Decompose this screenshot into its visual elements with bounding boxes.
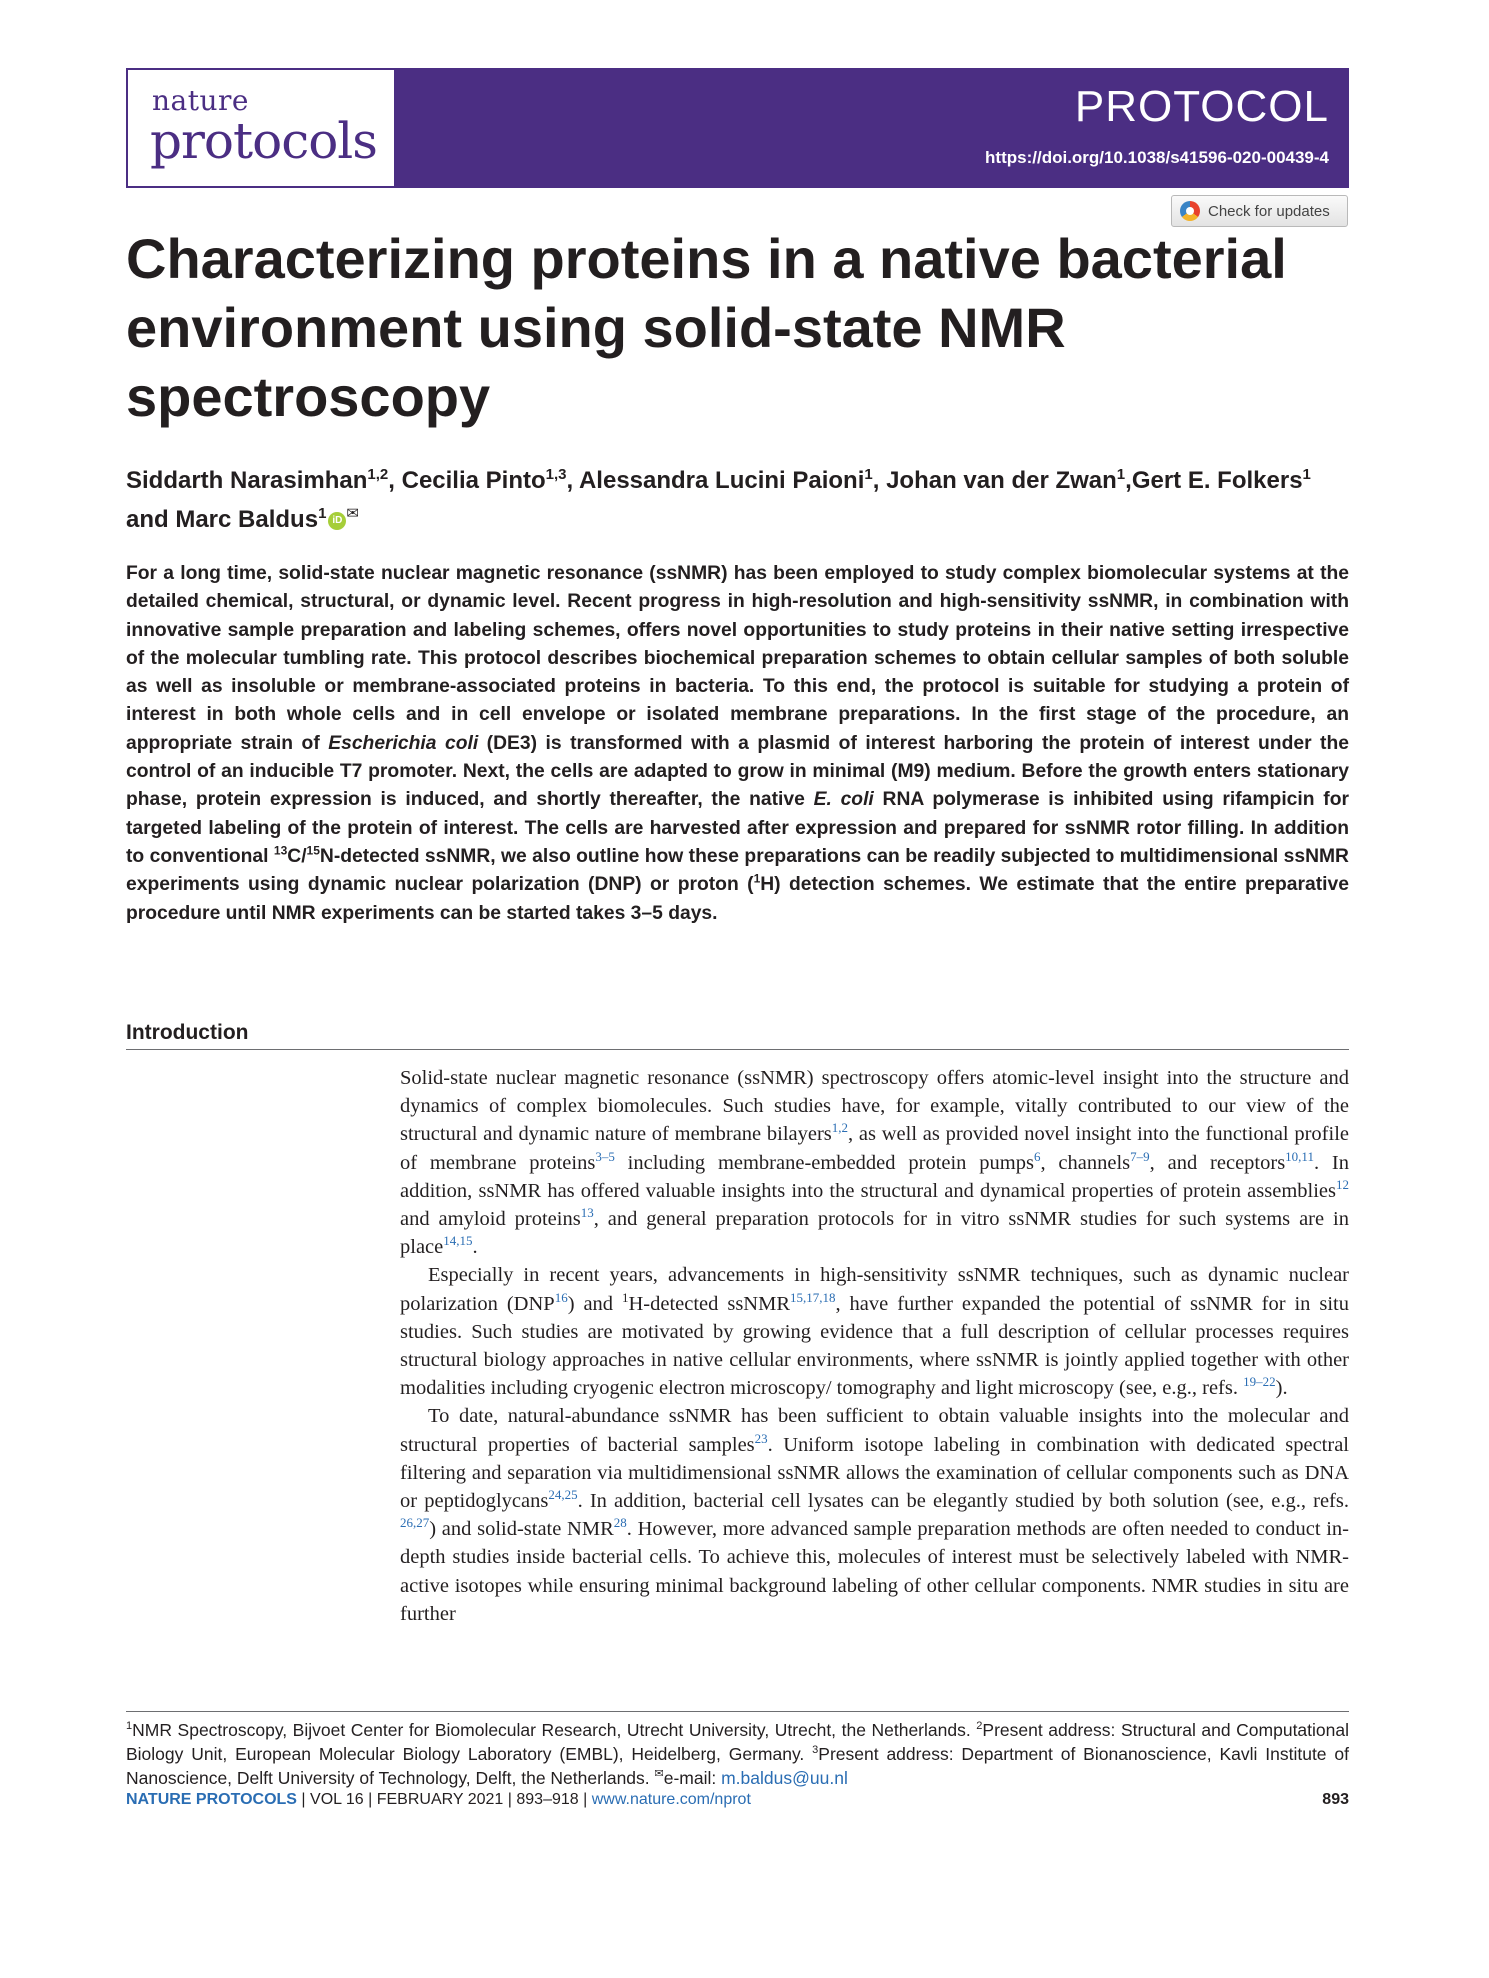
footer-date: FEBRUARY 2021 xyxy=(376,1791,504,1808)
author-affiliation: 1 xyxy=(864,466,873,483)
citation-link[interactable]: 26,27 xyxy=(400,1515,430,1531)
footer-journal-name[interactable]: NATURE PROTOCOLS xyxy=(126,1791,297,1808)
citation-link[interactable]: 13 xyxy=(580,1205,594,1221)
superscript: ✉ xyxy=(654,1768,664,1781)
citation-link[interactable]: 19–22 xyxy=(1243,1374,1276,1390)
superscript: 13 xyxy=(273,843,288,858)
citation-link[interactable]: 24,25 xyxy=(548,1487,578,1503)
superscript: 3 xyxy=(812,1744,819,1757)
body-paragraph: To date, natural-abundance ssNMR has been sufficient to obtain valuable insights into the molecular and structural properties of bacterial samples$^{23}$. Uniform isotope labeling in combination with dedicated spectral filtering and separation via multidimensional ssNMR allows the examination of cellular components such as DNA or peptidoglycans$^{24,25}$. In addition, bacterial cell lysates can be elegantly studied by both solution (see, e.g., refs. $^{26,27}$) and solid-state NMR$^{28}$. However, more advanced sample preparation methods are often needed to conduct in-depth studies inside bacterial cells. To achieve this, molecules of interest must be selectively labeled with NMR-active isotopes while ensuring minimal background labeling of other cellular components. NMR studies in situ are further xyxy=(400,1405,1349,1625)
footer-separator: | xyxy=(578,1791,592,1808)
page-number: 893 xyxy=(1322,1791,1349,1808)
article-title: Characterizing proteins in a native bacterial environment using solid-state NMR spectroscopy xyxy=(126,227,1287,428)
doi-link[interactable]: https://doi.org/10.1038/s41596-020-00439-4 xyxy=(985,148,1329,167)
superscript: 2 xyxy=(976,1720,983,1733)
author-affiliation: 1,3 xyxy=(545,466,567,483)
citation-link[interactable]: 14,15 xyxy=(443,1233,473,1249)
check-for-updates-button[interactable] xyxy=(1171,195,1348,227)
check-for-updates-label: Check for updates xyxy=(1208,202,1330,220)
body-paragraph: Especially in recent years, advancements in high-sensitivity ssNMR techniques, such as dynamic nuclear polarization (DNP$^{16}$) and $^1$H-detected ssNMR$^{15,17,18}$, have further expanded the potential of ssNMR for in situ studies. Such studies are motivated by growing evidence that a full description of cellular processes requires structural biology approaches in native cellular environments, where ssNMR is jointly applied together with other modalities including cryogenic electron microscopy/ tomography and light microscopy (see, e.g., refs. $^{19-22}$). xyxy=(400,1264,1349,1400)
author-list: Siddarth Narasimhan$^{1,2}$, Cecilia Pinto$^{1,3}$, Alessandra Lucini Paioni$^1$, Johan van der Zwan$^1$,Gert E. Folkers$^1$ and Marc Baldus$^1$ iD ✉ xyxy=(126,466,1311,533)
article-type-label: PROTOCOL xyxy=(1074,82,1329,131)
citation-link[interactable]: 7–9 xyxy=(1130,1148,1150,1164)
page-footer xyxy=(126,1791,1349,1809)
journal-header xyxy=(126,68,1349,188)
author-name[interactable]: Siddarth Narasimhan xyxy=(126,467,368,494)
envelope-icon[interactable]: ✉ xyxy=(346,505,359,522)
citation-link[interactable]: 15,17,18 xyxy=(790,1289,836,1305)
body-paragraph: Solid-state nuclear magnetic resonance (ssNMR) spectroscopy offers atomic-level insight into the structure and dynamics of complex biomolecules. Such studies have, for example, vitally contributed to our view of the structural and dynamic nature of membrane bilayers$^{1,2}$, as well as provided novel insight into the functional profile of membrane proteins$^{3-5}$ including membrane-embedded protein pumps$^6$, channels$^{7-9}$, and receptors$^{10,11}$. In addition, ssNMR has offered valuable insights into the structural and dynamical properties of protein assemblies$^{12}$ and amyloid proteins$^{13}$, and general preparation protocols for in vitro ssNMR studies for such systems are in place$^{14,15}$. xyxy=(400,1067,1350,1259)
footer-separator: | xyxy=(363,1791,377,1808)
citation-link[interactable]: 6 xyxy=(1033,1148,1041,1164)
italic-text: E. coli xyxy=(813,789,874,811)
citation-link[interactable]: 10,11 xyxy=(1285,1148,1314,1164)
citation-link[interactable]: 23 xyxy=(754,1430,768,1446)
citation-link[interactable]: 12 xyxy=(1336,1176,1349,1192)
author-name[interactable]: Johan van der Zwan xyxy=(886,467,1117,494)
affiliations-footnote: $^1$NMR Spectroscopy, Bijvoet Center for Biomolecular Research, Utrecht University, Utrecht, the Netherlands. $^2$Present address: Structural and Computational Biology Unit, European Molecular Biology Laboratory (EMBL), Heidelberg, Germany. $^3$Present address: Department of Bionanoscience, Kavli Institute of Nanoscience, Delft University of Technology, Delft, the Netherlands. ✉e-mail: m.baldus@uu.nl xyxy=(126,1720,1350,1788)
author-affiliation: 1 xyxy=(318,505,327,522)
footer-website-link[interactable]: www.nature.com/nprot xyxy=(591,1791,751,1808)
citation-link[interactable]: 28 xyxy=(613,1515,627,1531)
superscript: 1 xyxy=(126,1720,133,1733)
footer-volume: VOL 16 xyxy=(310,1791,364,1808)
orcid-icon[interactable]: iD xyxy=(328,512,346,530)
introduction-body xyxy=(400,1064,1349,1628)
logo-protocols-text: protocols xyxy=(150,112,377,170)
footnote-divider xyxy=(126,1711,1349,1712)
crossmark-icon xyxy=(1180,201,1200,221)
author-affiliation: 1 xyxy=(1116,466,1126,483)
superscript: 1 xyxy=(621,1289,629,1305)
author-affiliation: 1 xyxy=(1302,466,1311,483)
citation-link[interactable]: 3–5 xyxy=(595,1148,615,1164)
author-name[interactable]: Alessandra Lucini Paioni xyxy=(578,467,865,494)
superscript: 1 xyxy=(753,871,761,886)
citation-link[interactable]: 1,2 xyxy=(831,1120,849,1136)
logo-nature-text: nature xyxy=(152,84,249,117)
email-link[interactable]: m.baldus@uu.nl xyxy=(721,1768,848,1788)
abstract: For a long time, solid-state nuclear magnetic resonance (ssNMR) has been employed to study complex biomolecular systems at the detailed chemical, structural, or dynamic level. Recent progress in high-resolution and high-sensitivity ssNMR, in combination with innovative sample preparation and labeling schemes, offers novel opportunities to study proteins in their native setting irrespective of the molecular tumbling rate. This protocol describes biochemical preparation schemes to obtain cellular samples of both soluble as well as insoluble or membrane-associated proteins in bacteria. To this end, the protocol is suitable for studying a protein of interest in both whole cells and in cell envelope or isolated membrane preparations. In the first stage of the procedure, an appropriate strain of Escherichia coli (DE3) is transformed with a plasmid of interest harboring the protein of interest under the control of an inducible T7 promoter. Next, the cells are adapted to grow in minimal (M9) medium. Before the growth enters stationary phase, protein expression is induced, and shortly thereafter, the native E. coli RNA polymerase is inhibited using rifampicin for targeted labeling of the protein of interest. The cells are harvested after expression and prepared for ssNMR rotor filling. In addition to conventional $^{13}$C/$^{15}$N-detected ssNMR, we also outline how these preparations can be readily subjected to multidimensional ssNMR experiments using dynamic nuclear polarization (DNP) or proton ($^1$H) detection schemes. We estimate that the entire preparative procedure until NMR experiments can be started takes 3–5 days. xyxy=(126,563,1349,924)
author-name[interactable]: Gert E. Folkers xyxy=(1131,467,1303,494)
superscript: 15 xyxy=(306,843,320,858)
author-name[interactable]: Cecilia Pinto xyxy=(401,467,546,494)
author-affiliation: 1,2 xyxy=(367,466,389,483)
italic-text: Escherichia coli xyxy=(328,732,479,754)
footer-pages: 893–918 xyxy=(516,1791,579,1808)
section-divider xyxy=(126,1049,1349,1050)
journal-logo[interactable] xyxy=(126,68,396,188)
section-heading-introduction: Introduction xyxy=(126,1021,249,1044)
footer-separator: | xyxy=(503,1791,517,1808)
footer-separator: | xyxy=(296,1791,311,1808)
author-name[interactable]: Marc Baldus xyxy=(175,506,319,533)
citation-link[interactable]: 16 xyxy=(554,1289,568,1305)
